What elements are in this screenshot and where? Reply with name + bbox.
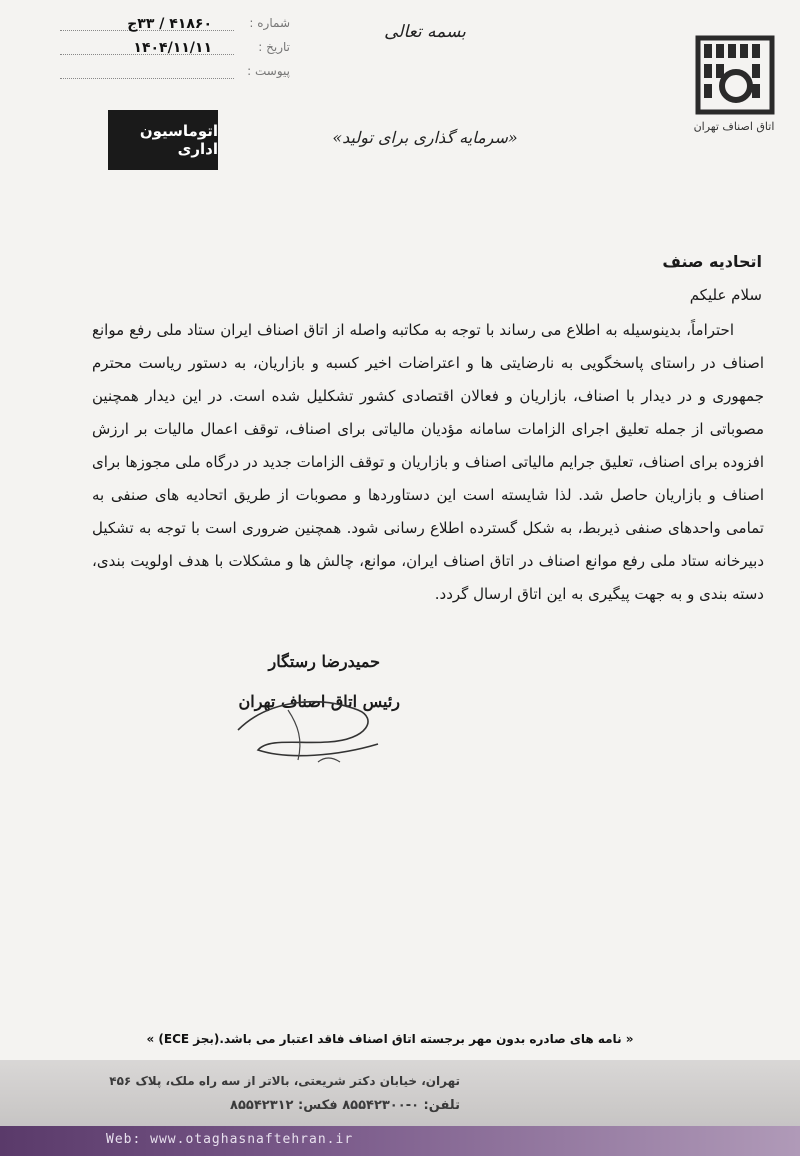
meta-label: شماره : <box>249 16 290 30</box>
footer-address: تهران، خیابان دکتر شریعتی، بالاتر از سه راه ملک، پلاک ۴۵۶ <box>109 1074 460 1088</box>
meta-row-number <box>40 14 290 38</box>
letter-number: ۴۱۸۶۰ / ۳۳ج <box>127 16 212 32</box>
meta-row-attachment <box>40 62 290 86</box>
signatory-name: حمیدرضا رستگار <box>268 652 380 671</box>
footer-phone-fax: تلفن: ۰-۸۵۵۴۲۳۰۰ فکس: ۸۵۵۴۲۳۱۲ <box>230 1098 460 1113</box>
greeting: سلام علیکم <box>689 286 762 304</box>
recipient: اتحادیه صنف <box>662 252 762 271</box>
letter-date: ۱۴۰۴/۱۱/۱۱ <box>133 40 212 56</box>
basmala-heading: بسمه تعالی <box>384 22 466 42</box>
letter-meta <box>40 14 290 86</box>
letter-body: احتراماً، بدینوسیله به اطلاع می رساند با توجه به مکاتبه واصله از اتاق اصناف ایران ستاد ملی رفع موانع اصناف در راستای پاسخگویی به نارضایتی ها و اعتراضات اخیر کسبه و بازاریان، به دستور ریاست محترم جمهوری و در دیدار با اصناف، بازاریان و فعالان اقتصادی کشور تشکلیل شده است. در این دیدار همچنین مصوباتی از جمله تعلیق اجرای الزامات سامانه مؤدیان مالیاتی برای اصناف، توقف اعمال مالیات بر ارزش افزوده برای اصناف، تعلیق جرایم مالیاتی اصناف و بازاریان و توقف الزامات جدید در درگاه ملی مجوزها برای اصناف و بازاریان حاصل شد. لذا شایسته است این دستاوردها و مصوبات از طریق اتحادیه های صنفی به تمامی واحدهای صنفی ذیربط، به شکل گسترده اطلاع رسانی شود. همچنین ضروری است با توجه به تشکیل دبیرخانه ستاد ملی رفع موانع اصناف در اتاق اصناف ایران، موانع، چالش ها و مشکلات با هدف اولویت بندی، دسته بندی و به جهت پیگیری به این اتاق ارسال گردد. <box>92 321 764 603</box>
meta-label: تاریخ : <box>258 40 290 54</box>
automation-badge: اتوماسیون اداری <box>108 110 218 170</box>
logo-caption: اتاق اصناف تهران <box>693 120 775 133</box>
footer-website: Web: www.otaghasnaftehran.ir <box>106 1132 354 1147</box>
meta-row-date <box>40 38 290 62</box>
handwritten-signature-icon <box>228 680 388 780</box>
signatory-title: رئیس اتاق اصناف تهران <box>238 692 400 711</box>
footer-validity-note: « نامه های صادره بدون مهر برجسته اتاق اصناف فاقد اعتبار می باشد.(بجز ECE) » <box>146 1032 634 1046</box>
meta-dots <box>60 78 234 79</box>
slogan: «سرمایه گذاری برای تولید» <box>332 128 518 147</box>
meta-label: پیوست : <box>247 64 290 78</box>
